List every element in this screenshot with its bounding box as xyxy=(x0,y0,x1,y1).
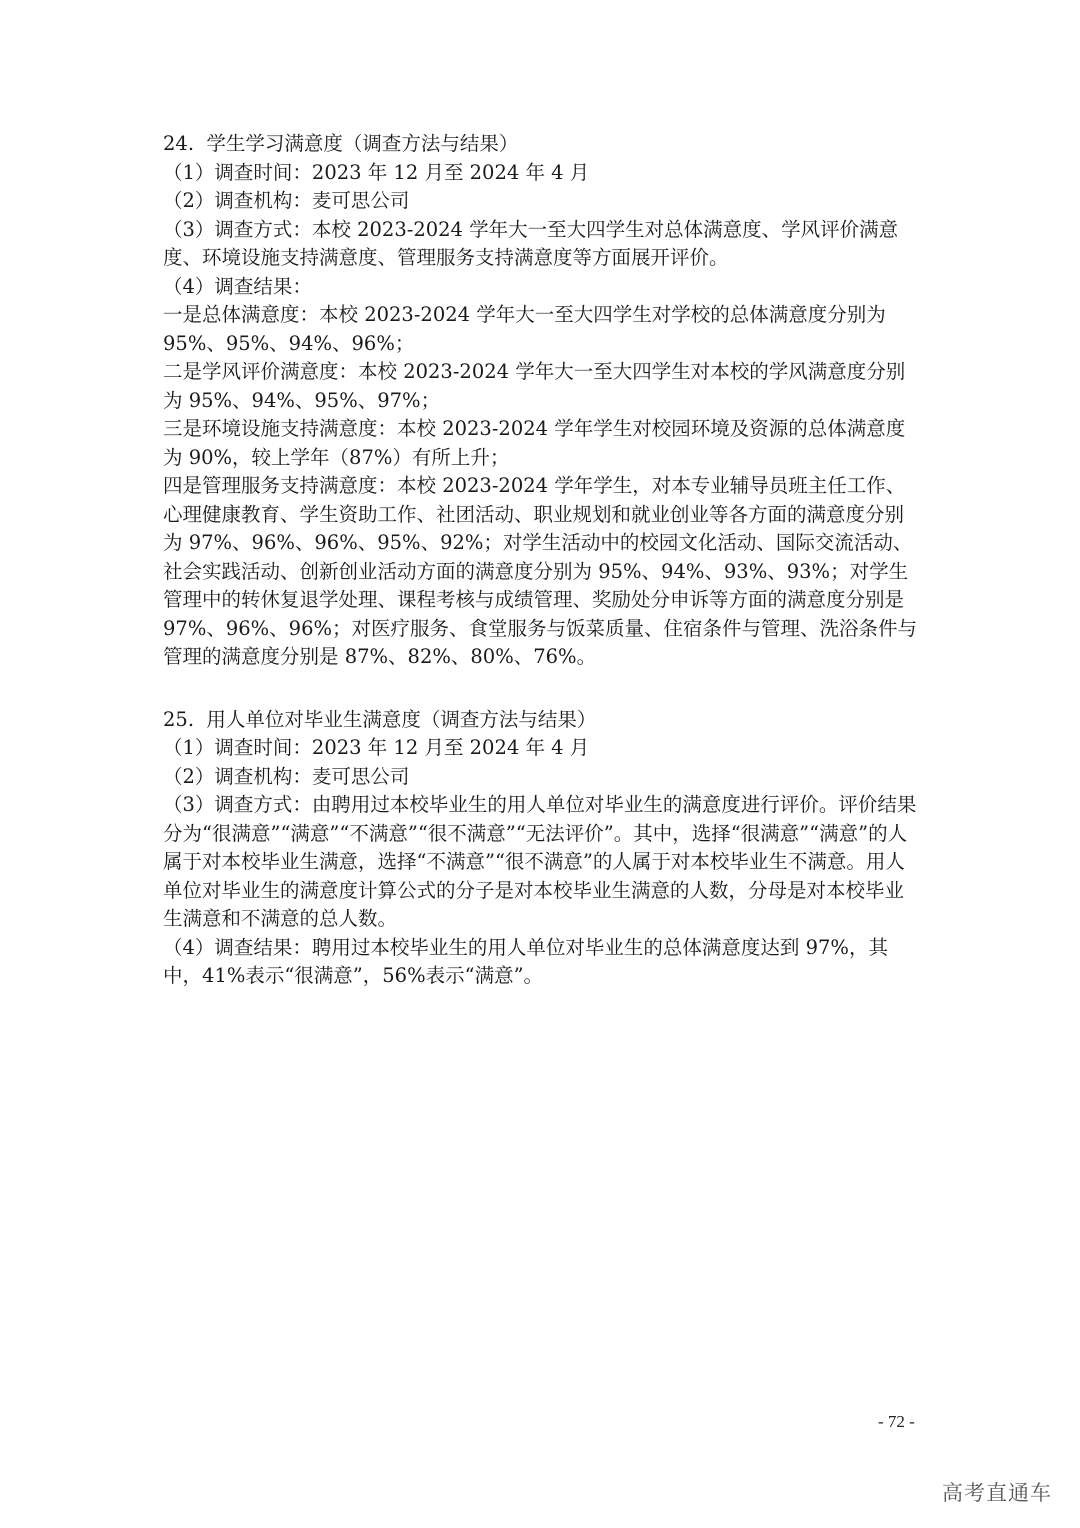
survey-time: （1）调查时间：2023 年 12 月至 2024 年 4 月 xyxy=(163,160,590,184)
survey-results-label: （4）调查结果： xyxy=(163,274,312,298)
study-style-satisfaction: 二是学风评价满意度：本校 2023-2024 学年大一至大四学生对本校的学风满意度分别为 95%、94%、95%、97%； xyxy=(163,360,906,412)
section-heading: 24. 学生学习满意度（调查方法与结果） xyxy=(163,132,519,155)
survey-agency: （2）调查机构：麦可思公司 xyxy=(163,189,410,212)
environment-satisfaction: 三是环境设施支持满意度：本校 2023-2024 学年学生对校园环境及资源的总体满意度为 90%，较上学年（87%）有所上升； xyxy=(163,417,906,469)
watermark-text: 高考直通车 xyxy=(942,1481,1052,1505)
section-employer-satisfaction xyxy=(163,706,923,991)
document-page xyxy=(163,130,923,991)
section-student-satisfaction xyxy=(163,130,923,672)
page-number: - 72 - xyxy=(878,1412,915,1431)
survey-method: （3）调查方式：由聘用过本校毕业生的用人单位对毕业生的满意度进行评价。评价结果分为“很满意”“满意”“不满意”“很不满意”“无法评价”。其中，选择“很满意”“满意”的人属于对本校毕业生满意，选择“不满意”“很不满意”的人属于对本校毕业生不满意。用人单位对毕业生的满意度计算公式的分子是对本校毕业生满意的人数，分母是对本校毕业生满意和不满意的总人数。 xyxy=(163,793,917,930)
management-service-satisfaction: 四是管理服务支持满意度：本校 2023-2024 学年学生，对本专业辅导员班主任工作、心理健康教育、学生资助工作、社团活动、职业规划和就业创业等各方面的满意度分别为 97%、96%、96%、95%、92%；对学生活动中的校园文化活动、国际交流活动、社会实践活动、创新创业活动方面的满意度分别为 95%、94%、93%、93%；对学生管理中的转休复退学处理、课程考核与成绩管理、奖励处分申诉等方面的满意度分别是 97%、96%、96%；对医疗服务、食堂服务与饭菜质量、住宿条件与管理、洗浴条件与管理的满意度分别是 87%、82%、80%、76%。 xyxy=(163,474,918,668)
overall-satisfaction: 一是总体满意度：本校 2023-2024 学年大一至大四学生对学校的总体满意度分别为 95%、95%、94%、96%； xyxy=(163,303,892,355)
survey-time: （1）调查时间：2023 年 12 月至 2024 年 4 月 xyxy=(163,736,590,759)
survey-agency: （2）调查机构：麦可思公司 xyxy=(163,764,410,788)
survey-results: （4）调查结果：聘用过本校毕业生的用人单位对毕业生的总体满意度达到 97%，其中，41%表示“很满意”，56%表示“满意”。 xyxy=(163,935,888,987)
section-heading: 25. 用人单位对毕业生满意度（调查方法与结果） xyxy=(163,707,597,731)
survey-method: （3）调查方式：本校 2023-2024 学年大一至大四学生对总体满意度、学风评价满意度、环境设施支持满意度、管理服务支持满意度等方面展开评价。 xyxy=(163,217,899,269)
